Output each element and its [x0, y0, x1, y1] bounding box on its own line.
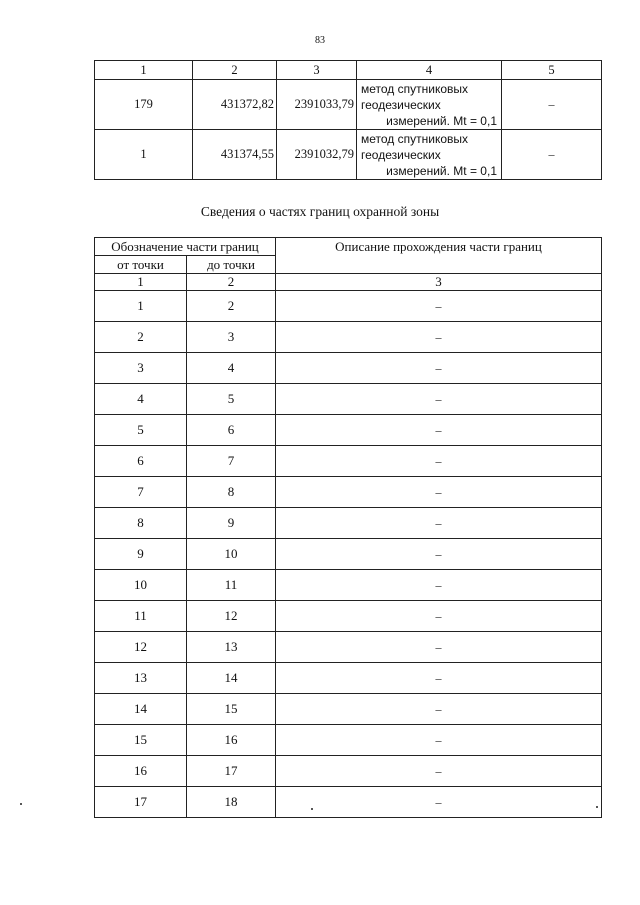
to-point-cell: 6: [187, 415, 276, 446]
parts-col-2-number: 2: [187, 274, 276, 291]
coord-col-5-header: 5: [502, 61, 602, 80]
description-cell: –: [276, 787, 602, 818]
from-point-cell: 9: [95, 539, 187, 570]
to-point-cell: 15: [187, 694, 276, 725]
coordinate-y: 2391032,79: [277, 130, 357, 180]
method-line: измерений. Mt = 0,1: [386, 113, 497, 128]
method-description: [357, 80, 502, 130]
description-cell: –: [276, 756, 602, 787]
to-point-cell: 3: [187, 322, 276, 353]
coordinate-y: 2391033,79: [277, 80, 357, 130]
description-cell: –: [276, 539, 602, 570]
description-cell: –: [276, 322, 602, 353]
table-row: [95, 322, 602, 353]
method-line: измерений. Mt = 0,1: [386, 163, 497, 178]
table-row: [95, 787, 602, 818]
description-cell: –: [276, 694, 602, 725]
table-row: [95, 570, 602, 601]
header-part-designation: Обозначение части границ: [95, 238, 276, 256]
page-number: 83: [315, 35, 325, 46]
from-point-cell: 7: [95, 477, 187, 508]
table-row: [95, 632, 602, 663]
scan-speck: [311, 808, 313, 810]
to-point-cell: 8: [187, 477, 276, 508]
scan-speck: [596, 806, 598, 808]
from-point-cell: 6: [95, 446, 187, 477]
from-point-cell: 17: [95, 787, 187, 818]
description-cell: –: [276, 725, 602, 756]
from-point-cell: 13: [95, 663, 187, 694]
method-line: геодезических: [361, 97, 441, 112]
description-cell: –: [276, 632, 602, 663]
coordinate-x: 431372,82: [193, 80, 277, 130]
header-description: Описание прохождения части границ: [276, 238, 602, 274]
description-cell: –: [276, 477, 602, 508]
parts-header-row: [95, 238, 602, 256]
coordinate-x: 431374,55: [193, 130, 277, 180]
method-line: метод спутниковых: [361, 81, 469, 96]
coordinates-header-row: [95, 61, 602, 80]
from-point-cell: 8: [95, 508, 187, 539]
to-point-cell: 5: [187, 384, 276, 415]
to-point-cell: 17: [187, 756, 276, 787]
coord-col-3-header: 3: [277, 61, 357, 80]
from-point-cell: 14: [95, 694, 187, 725]
from-point-cell: 15: [95, 725, 187, 756]
coord-col-1-header: 1: [95, 61, 193, 80]
method-description: [357, 130, 502, 180]
to-point-cell: 2: [187, 291, 276, 322]
description-cell: –: [276, 570, 602, 601]
from-point-cell: 4: [95, 384, 187, 415]
table-row: [95, 539, 602, 570]
to-point-cell: 7: [187, 446, 276, 477]
description-cell: –: [276, 353, 602, 384]
parts-col-3-number: 3: [276, 274, 602, 291]
coord-col-2-header: 2: [193, 61, 277, 80]
table-row: [95, 756, 602, 787]
to-point-cell: 14: [187, 663, 276, 694]
to-point-cell: 11: [187, 570, 276, 601]
to-point-cell: 9: [187, 508, 276, 539]
point-number: 179: [95, 80, 193, 130]
header-from-point: от точки: [95, 256, 187, 274]
parts-column-numbers-row: [95, 274, 602, 291]
table-row: [95, 415, 602, 446]
note-cell: –: [502, 80, 602, 130]
table-row: [95, 353, 602, 384]
from-point-cell: 16: [95, 756, 187, 787]
from-point-cell: 11: [95, 601, 187, 632]
description-cell: –: [276, 663, 602, 694]
description-cell: –: [276, 384, 602, 415]
from-point-cell: 5: [95, 415, 187, 446]
description-cell: –: [276, 508, 602, 539]
to-point-cell: 13: [187, 632, 276, 663]
description-cell: –: [276, 446, 602, 477]
scan-speck: [20, 803, 22, 805]
from-point-cell: 10: [95, 570, 187, 601]
to-point-cell: 4: [187, 353, 276, 384]
to-point-cell: 16: [187, 725, 276, 756]
description-cell: –: [276, 415, 602, 446]
table-row: [95, 477, 602, 508]
from-point-cell: 1: [95, 291, 187, 322]
from-point-cell: 3: [95, 353, 187, 384]
table-row: [95, 291, 602, 322]
point-number: 1: [95, 130, 193, 180]
table-row: [95, 694, 602, 725]
method-line: геодезических: [361, 147, 441, 162]
note-cell: –: [502, 130, 602, 180]
method-line: метод спутниковых: [361, 131, 469, 146]
section-title: Сведения о частях границ охранной зоны: [200, 204, 440, 219]
to-point-cell: 18: [187, 787, 276, 818]
table-row: [95, 508, 602, 539]
table-row: [95, 663, 602, 694]
header-to-point: до точки: [187, 256, 276, 274]
from-point-cell: 2: [95, 322, 187, 353]
to-point-cell: 10: [187, 539, 276, 570]
table-row: [95, 601, 602, 632]
table-row: [95, 725, 602, 756]
coord-col-4-header: 4: [357, 61, 502, 80]
table-row: [95, 384, 602, 415]
table-row: [95, 446, 602, 477]
description-cell: –: [276, 601, 602, 632]
table-row: [95, 80, 602, 130]
to-point-cell: 12: [187, 601, 276, 632]
parts-col-1-number: 1: [95, 274, 187, 291]
from-point-cell: 12: [95, 632, 187, 663]
table-row: [95, 130, 602, 180]
coordinates-table: [94, 60, 602, 180]
description-cell: –: [276, 291, 602, 322]
boundary-parts-table: [94, 237, 602, 818]
